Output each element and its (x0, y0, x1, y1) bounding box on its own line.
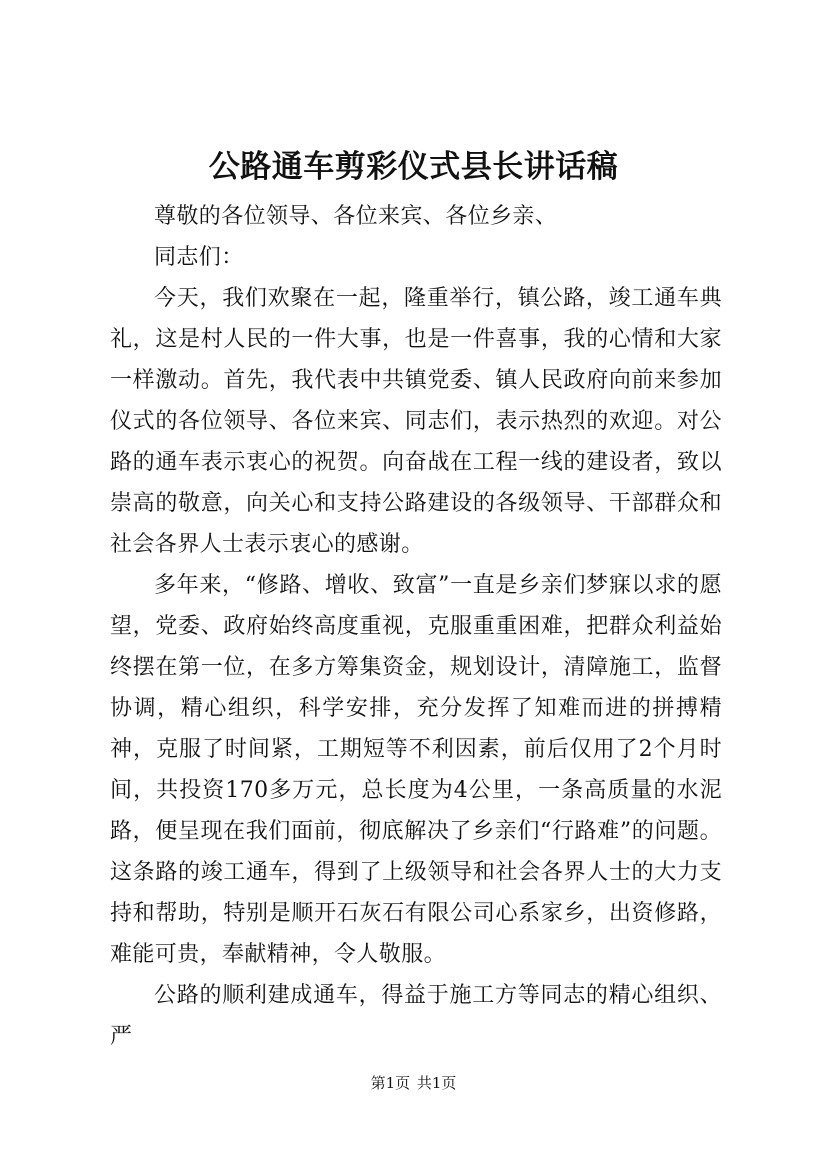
salutation-line-2: 同志们： (154, 245, 244, 270)
page-total: 共1页 (416, 1074, 457, 1092)
paragraph-2: 多年来，“修路、增收、致富”一直是乡亲们梦寐以求的愿望，党委、政府始终高度重视，克服重重困难，把群众利益始终摆在第一位，在多方筹集资金，规划设计，清障施工，监督协调，精心组织，科学安排，充分发挥了知难而进的拼搏精神，克服了时间紧，工期短等不利因素，前后仅用了2个月时间，共投资170多万元，总长度为4公里，一条高质量的水泥路，便呈现在我们面前，彻底解决了乡亲们“行路难”的问题。这条路的竣工通车，得到了上级领导和社会各界人士的大力支持和帮助，特别是顺开石灰石有限公司心系家乡，出资修路，难能可贵，奉献精神，令人敬服。 (110, 573, 722, 967)
salutation-line-1: 尊敬的各位领导、各位来宾、各位乡亲、 (154, 204, 558, 229)
paragraph-1: 今天，我们欢聚在一起，隆重举行，镇公路，竣工通车典礼，这是村人民的一件大事，也是一件喜事，我的心情和大家一样激动。首先，我代表中共镇党委、镇人民政府向前来参加仪式的各位领导、各位来宾、同志们，表示热烈的欢迎。对公路的通车表示衷心的祝贺。向奋战在工程一线的建设者，致以崇高的敬意，向关心和支持公路建设的各级领导、干部群众和社会各界人士表示衷心的感谢。 (110, 286, 722, 557)
document-title: 公路通车剪彩仪式县长讲话稿 (208, 149, 619, 185)
page-footer (0, 1072, 827, 1094)
page-number: 第1页 (370, 1074, 411, 1092)
paragraph-3: 公路的顺利建成通车，得益于施工方等同志的精心组织、严 (110, 983, 722, 1049)
document-body (110, 196, 722, 1057)
